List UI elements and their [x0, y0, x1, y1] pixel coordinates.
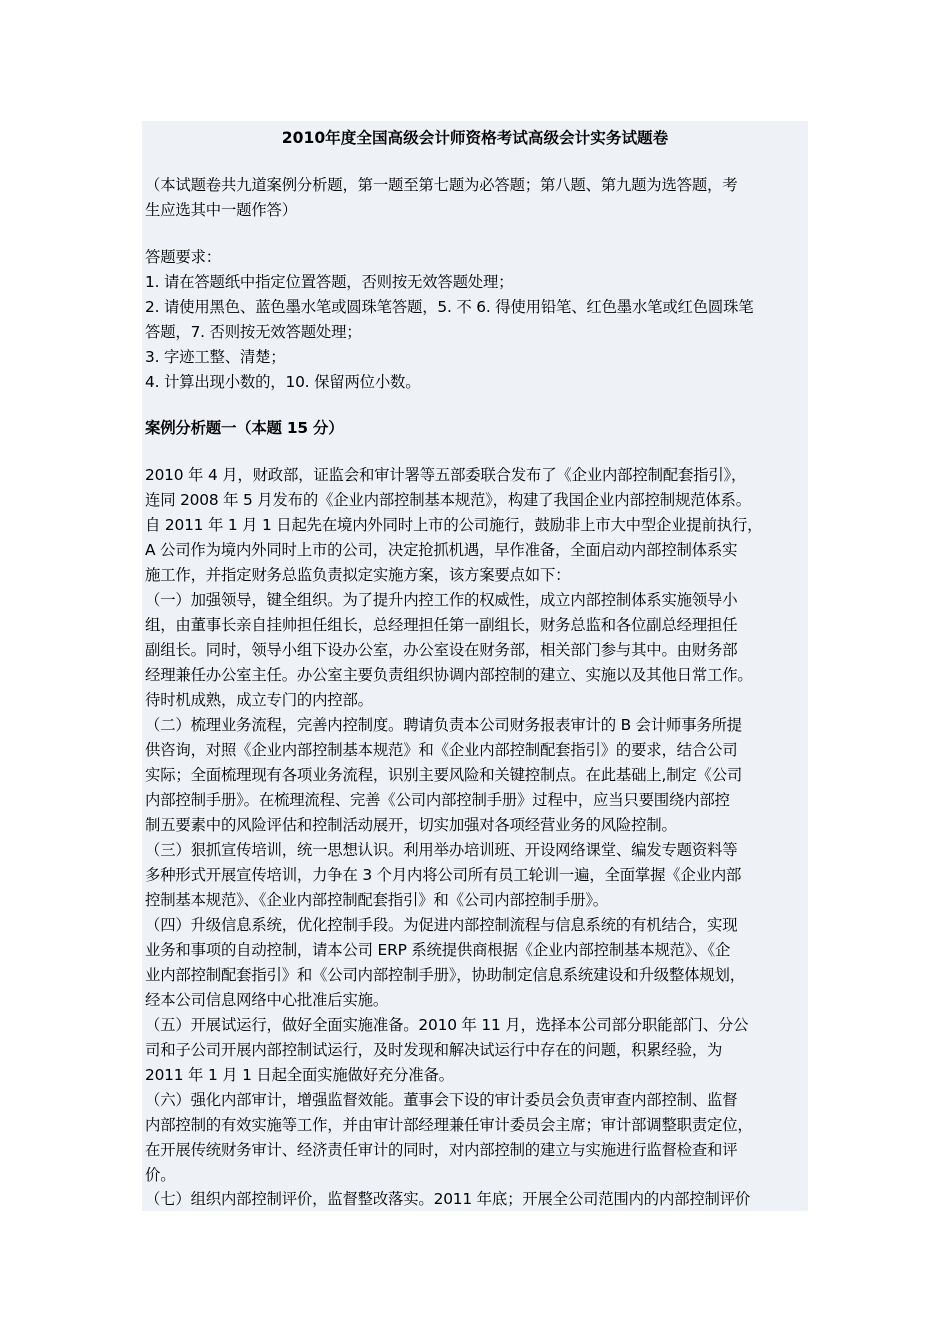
case-line: 在开展传统财务审计、经济责任审计的同时，对内部控制的建立与实施进行监督检查和评	[145, 1141, 738, 1159]
document-title: 2010年度全国高级会计师资格考试高级会计实务试题卷	[281, 129, 669, 147]
case-line: 连同 2008 年 5 月发布的《企业内部控制基本规范》，构建了我国企业内部控制规范体系。	[145, 491, 751, 509]
case-line: 多种形式开展宣传培训，力争在 3 个月内将公司所有员工轮训一遍，全面掌握《企业内部	[145, 866, 742, 884]
case-line: 副组长。同时，领导小组下设办公室，办公室设在财务部，相关部门参与其中。由财务部	[145, 641, 738, 659]
requirement-line: 答题，7. 否则按无效答题处理；	[145, 323, 362, 341]
case-line: 内部控制的有效实施等工作，并由审计部经理兼任审计委员会主席；审计部调整职责定位，	[145, 1116, 753, 1134]
requirement-line: 1. 请在答题纸中指定位置答题，否则按无效答题处理；	[145, 273, 514, 291]
case-line: （一）加强领导，键全组织。为了提升内控工作的权威性，成立内部控制体系实施领导小	[145, 591, 738, 609]
case-line: 自 2011 年 1 月 1 日起先在境内外同时上市的公司施行，鼓励非上市大中型企业提前执行，	[145, 516, 763, 534]
case-line: 经本公司信息网络中心批准后实施。	[145, 991, 389, 1009]
case-line: （四）升级信息系统，优化控制手段。为促进内部控制流程与信息系统的有机结合，实现	[145, 916, 738, 934]
case-line: 业内部控制配套指引》和《公司内部控制手册》，协助制定信息系统建设和升级整体规划，	[145, 966, 745, 984]
case-line: 待时机成熟，成立专门的内控部。	[145, 691, 373, 709]
case-line: 供咨询，对照《企业内部控制基本规范》和《企业内部控制配套指引》的要求，结合公司	[145, 741, 738, 759]
document-page	[142, 121, 808, 1211]
case-line: 制五要素中的风险评估和控制活动展开，切实加强对各项经营业务的风险控制。	[145, 816, 677, 834]
requirement-line: 3. 字迹工整、清楚；	[145, 348, 286, 366]
case-line: （二）梳理业务流程，完善内控制度。聘请负责本公司财务报表审计的 B 会计师事务所提	[145, 716, 742, 734]
case-line: A 公司作为境内外同时上市的公司，决定抢抓机遇，早作准备，全面启动内部控制体系实	[145, 541, 738, 559]
requirement-line: 4. 计算出现小数的，10. 保留两位小数。	[145, 373, 421, 391]
case-line: 价。	[145, 1166, 176, 1184]
case-line: 组，由董事长亲自挂帅担任组长，总经理担任第一副组长，财务总监和各位副总经理担任	[145, 616, 738, 634]
case-heading: 案例分析题一（本题 15 分）	[145, 419, 344, 437]
case-line: （七）组织内部控制评价，监督整改落实。2011 年底；开展全公司范围内的内部控制评价	[145, 1190, 751, 1208]
case-line: 2010 年 4 月，财政部，证监会和审计署等五部委联合发布了《企业内部控制配套指引》，	[145, 466, 747, 484]
case-line: 施工作，并指定财务总监负责拟定实施方案，该方案要点如下：	[145, 566, 571, 584]
case-line: 内部控制手册》。在梳理流程、完善《公司内部控制手册》过程中，应当只要围绕内部控	[145, 791, 730, 809]
requirement-line: 2. 请使用黑色、蓝色墨水笔或圆珠笔答题，5. 不 6. 得使用铅笔、红色墨水笔或红色圆珠笔	[145, 298, 754, 316]
intro-line-1: （本试题卷共九道案例分析题，第一题至第七题为必答题；第八题、第九题为选答题，考	[145, 176, 738, 194]
case-line: 司和子公司开展内部控制试运行，及时发现和解决试运行中存在的问题，积累经验，为	[145, 1041, 723, 1059]
case-line: （三）狠抓宣传培训，统一思想认识。利用举办培训班、开设网络课堂、编发专题资料等	[145, 841, 738, 859]
case-line: 实际；全面梳理现有各项业务流程，识别主要风险和关键控制点。在此基础上,制定《公司	[145, 766, 743, 784]
case-line: 2011 年 1 月 1 日起全面实施做好充分准备。	[145, 1066, 454, 1084]
intro-line-2: 生应选其中一题作答）	[145, 201, 297, 219]
case-line: （五）开展试运行，做好全面实施准备。2010 年 11 月，选择本公司部分职能部门、分公	[145, 1016, 749, 1034]
case-line: 控制基本规范》、《企业内部控制配套指引》和《公司内部控制手册》。	[145, 891, 609, 909]
case-line: 经理兼任办公室主任。办公室主要负责组织协调内部控制的建立、实施以及其他日常工作。	[145, 666, 753, 684]
case-line: 业务和事项的自动控制，请本公司 ERP 系统提供商根据《企业内部控制基本规范》、《企	[145, 941, 731, 959]
requirements-heading: 答题要求：	[145, 248, 221, 266]
case-line: （六）强化内部审计，增强监督效能。董事会下设的审计委员会负责审查内部控制、监督	[145, 1091, 738, 1109]
